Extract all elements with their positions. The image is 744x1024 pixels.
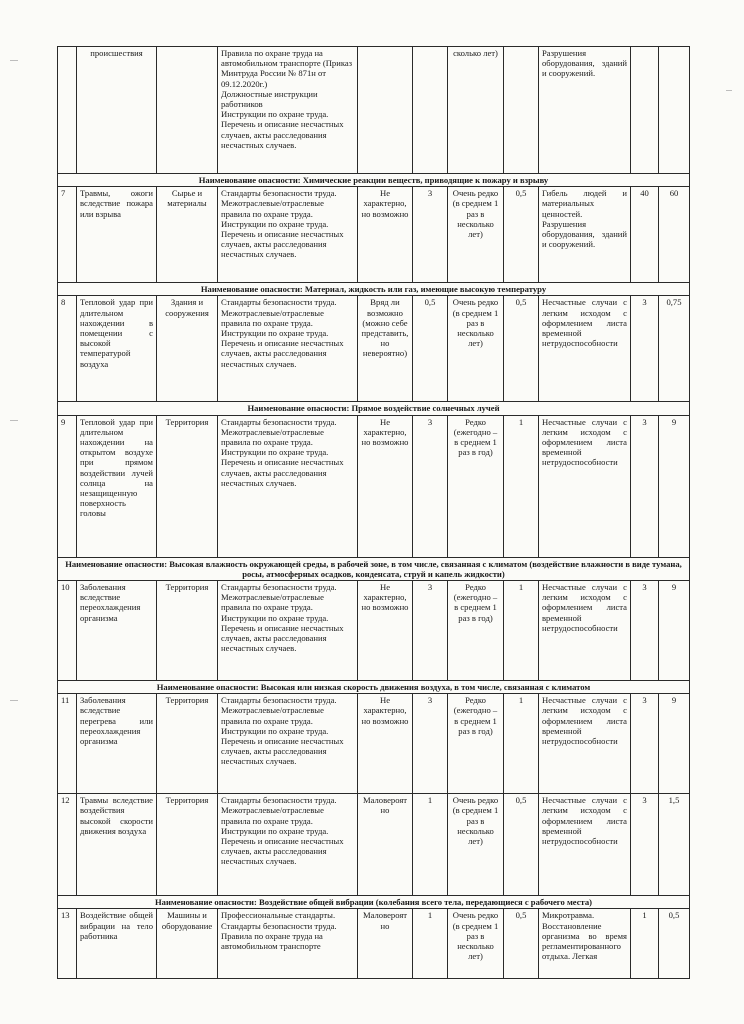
- consequence-cell: [539, 47, 631, 174]
- frequency-value-cell: 1: [504, 694, 539, 794]
- document-line: Межотраслевые/отраслевые правила по охране труда.: [221, 592, 324, 613]
- frequency-value-cell: 0,5: [504, 909, 539, 979]
- probability-cell: Не характерно, но возможно: [358, 581, 413, 681]
- document-line: Перечень и описание несчастных случаев, акты расследования несчастных случаев.: [221, 457, 344, 488]
- event-cell: Заболевания вследствие перегрева или переохлаждения организма: [77, 694, 157, 794]
- risk-cell: 0,5: [659, 909, 690, 979]
- probability-cell: [358, 47, 413, 174]
- table-row: [58, 909, 690, 979]
- frequency-cell: Очень редко (в среднем 1 раз в несколько лет): [448, 187, 504, 283]
- document-line: Правила по охране труда на автомобильном транспорте (Приказ Минтруда России № 871н от 09.12.2020г.): [221, 48, 353, 89]
- row-number-cell: 12: [58, 794, 77, 896]
- documents-cell: [218, 47, 358, 174]
- document-line: Инструкции по охране труда.: [221, 612, 329, 623]
- risk-cell: 0,75: [659, 296, 690, 402]
- document-line: Стандарты безопасности труда.: [221, 582, 337, 593]
- frequency-cell: Очень редко (в среднем 1 раз в несколько лет): [448, 794, 504, 896]
- hazard-section-header: Наименование опасности: Высокая или низкая скорость движения воздуха, в том числе, связанная с климатом: [58, 681, 690, 694]
- frequency-cell: [448, 47, 504, 174]
- severity-cell: [631, 47, 659, 174]
- event-cell: Заболевания вследствие переохлаждения организма: [77, 581, 157, 681]
- documents-cell: [218, 187, 358, 283]
- hazard-section-header: Наименование опасности: Воздействие общей вибрации (колебания всего тела, передающиеся с рабочего места): [58, 896, 690, 909]
- probability-value-cell: 1: [413, 909, 448, 979]
- severity-cell: 3: [631, 296, 659, 402]
- probability-value-cell: 3: [413, 187, 448, 283]
- row-number-cell: 11: [58, 694, 77, 794]
- hazard-section-header: Наименование опасности: Химические реакции веществ, приводящие к пожару и взрыву: [58, 174, 690, 187]
- document-line: Профессиональные стандарты.: [221, 910, 336, 921]
- consequence-cell: Микротравма. Восстановление организма во время регламентированного отдыха. Легкая: [539, 909, 631, 979]
- table-row: [58, 415, 690, 557]
- scan-edge-mark: [10, 700, 18, 701]
- document-line: Должностные инструкции работников: [221, 88, 318, 110]
- object-cell: Территория: [157, 794, 218, 896]
- documents-cell: [218, 296, 358, 402]
- row-number-cell: 10: [58, 581, 77, 681]
- frequency-cell: Редко (ежегодно – в среднем 1 раз в год): [448, 581, 504, 681]
- table-row: [58, 581, 690, 681]
- risk-cell: 1,5: [659, 794, 690, 896]
- table-row: [58, 694, 690, 794]
- document-line: Инструкции по охране труда.: [221, 218, 329, 229]
- table-row: [58, 187, 690, 283]
- probability-value-cell: 3: [413, 694, 448, 794]
- object-cell: Территория: [157, 415, 218, 557]
- scan-edge-mark: [10, 60, 18, 61]
- document-line: Межотраслевые/отраслевые правила по охране труда.: [221, 307, 324, 328]
- documents-cell: [218, 694, 358, 794]
- document-line: Инструкции по охране труда.: [221, 725, 329, 736]
- frequency-cell: Редко (ежегодно – в среднем 1 раз в год): [448, 694, 504, 794]
- consequence-text: Гибель людей и материальных ценностей.: [542, 188, 627, 219]
- consequence-cell: Несчастные случаи с легким исходом с оформлением листа временной нетрудоспособности: [539, 296, 631, 402]
- document-line: Перечень и описание несчастных случаев, акты расследования несчастных случаев.: [221, 622, 344, 654]
- hazard-section-header: Наименование опасности: Материал, жидкость или газ, имеющие высокую температуру: [58, 283, 690, 296]
- frequency-value-cell: 0,5: [504, 296, 539, 402]
- probability-value-cell: [413, 47, 448, 174]
- probability-value-cell: 3: [413, 415, 448, 557]
- document-line: Перечень и описание несчастных случаев, акты расследования несчастных случаев.: [221, 736, 344, 767]
- table-row: [58, 296, 690, 402]
- probability-cell: Не характерно, но возможно: [358, 694, 413, 794]
- severity-cell: 3: [631, 581, 659, 681]
- row-number-cell: 9: [58, 415, 77, 557]
- row-number-cell: 7: [58, 187, 77, 283]
- object-cell: Здания и сооружения: [157, 296, 218, 402]
- document-line: Перечень и описание несчастных случаев, акты расследования несчастных случаев.: [221, 836, 344, 867]
- table-row: [58, 794, 690, 896]
- document-line: Перечень и описание несчастных случаев, акты расследования несчастных случаев.: [221, 229, 344, 260]
- probability-cell: Маловероятно: [358, 909, 413, 979]
- object-cell: Машины и оборудование: [157, 909, 218, 979]
- consequence-cell: [539, 187, 631, 283]
- hazard-section-header: Наименование опасности: Прямое воздействие солнечных лучей: [58, 402, 690, 415]
- risk-cell: [659, 47, 690, 174]
- consequence-text: Разрушения оборудования, зданий и сооружений.: [542, 48, 627, 79]
- document-line: Межотраслевые/отраслевые правила по охране труда.: [221, 426, 324, 448]
- consequence-cell: Несчастные случаи с легким исходом с оформлением листа временной нетрудоспособности: [539, 794, 631, 896]
- object-cell: [157, 47, 218, 174]
- document-line: Стандарты безопасности труда.: [221, 188, 337, 199]
- event-cell: Тепловой удар при длительном нахождении в помещении с высокой температурой воздуха: [77, 296, 157, 402]
- frequency-cell: Очень редко (в среднем 1 раз в несколько лет): [448, 296, 504, 402]
- risk-cell: 60: [659, 187, 690, 283]
- table-row: [58, 47, 690, 174]
- document-line: Стандарты безопасности труда.: [221, 416, 337, 427]
- documents-cell: [218, 794, 358, 896]
- severity-cell: 1: [631, 909, 659, 979]
- consequence-text: Разрушения оборудования, зданий и сооружений.: [542, 218, 627, 250]
- document-line: Инструкции по охране труда.: [221, 328, 329, 339]
- row-number-cell: 8: [58, 296, 77, 402]
- document-line: Межотраслевые/отраслевые правила по охране труда.: [221, 805, 324, 826]
- severity-cell: 3: [631, 694, 659, 794]
- document-line: Инструкции по охране труда.: [221, 825, 329, 836]
- object-cell: Территория: [157, 694, 218, 794]
- consequence-cell: Несчастные случаи с легким исходом с оформлением листа временной нетрудоспособности: [539, 581, 631, 681]
- frequency-value-cell: 0,5: [504, 187, 539, 283]
- document-line: Стандарты безопасности труда.: [221, 920, 337, 931]
- frequency-cell: Очень редко (в среднем 1 раз в несколько лет): [448, 909, 504, 979]
- consequence-cell: Несчастные случаи с легким исходом с оформлением листа временной нетрудоспособности: [539, 415, 631, 557]
- probability-cell: Маловероятно: [358, 794, 413, 896]
- probability-cell: Вряд ли возможно (можно себе представить, но невероятно): [358, 296, 413, 402]
- document-line: Стандарты безопасности труда.: [221, 695, 337, 706]
- frequency-value-cell: 1: [504, 415, 539, 557]
- frequency-value-cell: 0,5: [504, 794, 539, 896]
- row-number-cell: 13: [58, 909, 77, 979]
- severity-cell: 3: [631, 415, 659, 557]
- document-line: Стандарты безопасности труда.: [221, 795, 337, 806]
- object-cell: Территория: [157, 581, 218, 681]
- row-number-cell: [58, 47, 77, 174]
- probability-value-cell: 0,5: [413, 296, 448, 402]
- event-cell: Воздействие общей вибрации на тело работника: [77, 909, 157, 979]
- severity-cell: 40: [631, 187, 659, 283]
- event-cell: Тепловой удар при длительном нахождении на открытом воздухе при прямом воздействии лучей солнца на незащищенную поверхность головы: [77, 415, 157, 557]
- document-line: Перечень и описание несчастных случаев, акты расследования несчастных случаев.: [221, 338, 344, 369]
- document-line: Правила по охране труда на автомобильном транспорте: [221, 930, 323, 952]
- event-cell: [77, 47, 157, 174]
- document-line: Инструкции по охране труда.: [221, 447, 329, 458]
- frequency-value-cell: 1: [504, 581, 539, 681]
- frequency-value-cell: [504, 47, 539, 174]
- probability-cell: Не характерно, но возможно: [358, 187, 413, 283]
- document-line: Межотраслевые/отраслевые правила по охране труда.: [221, 198, 324, 219]
- documents-cell: [218, 581, 358, 681]
- severity-cell: 3: [631, 794, 659, 896]
- probability-value-cell: 3: [413, 581, 448, 681]
- scan-edge-mark: [10, 420, 18, 421]
- probability-cell: Не характерно, но возможно: [358, 415, 413, 557]
- consequence-cell: Несчастные случаи с легким исходом с оформлением листа временной нетрудоспособности: [539, 694, 631, 794]
- hazard-section-header: Наименование опасности: Высокая влажность окружающей среды, в рабочей зоне, в том числе, связанная с климатом (воздействие влажности в виде тумана, росы, атмосферных осадков, конденсата, струй и капель жидкости): [58, 557, 690, 580]
- risk-cell: 9: [659, 415, 690, 557]
- event-text: происшествия: [90, 48, 143, 58]
- document-line: Межотраслевые/отраслевые правила по охране труда.: [221, 705, 324, 726]
- document-line: Перечень и описание несчастных случаев, акты расследования несчастных случаев.: [221, 119, 344, 150]
- frequency-cell: Редко (ежегодно – в среднем 1 раз в год): [448, 415, 504, 557]
- scan-edge-mark: [726, 90, 732, 91]
- risk-cell: 9: [659, 581, 690, 681]
- documents-cell: [218, 415, 358, 557]
- frequency-text: сколько лет): [453, 48, 498, 58]
- document-line: Инструкции по охране труда.: [221, 109, 329, 120]
- event-cell: Травмы, ожоги вследствие пожара или взрыва: [77, 187, 157, 283]
- risk-cell: 9: [659, 694, 690, 794]
- probability-value-cell: 1: [413, 794, 448, 896]
- object-cell: Сырье и материалы: [157, 187, 218, 283]
- document-line: Стандарты безопасности труда.: [221, 297, 337, 308]
- documents-cell: [218, 909, 358, 979]
- hazard-register-table: [57, 46, 690, 979]
- event-cell: Травмы вследствие воздействия высокой скорости движения воздуха: [77, 794, 157, 896]
